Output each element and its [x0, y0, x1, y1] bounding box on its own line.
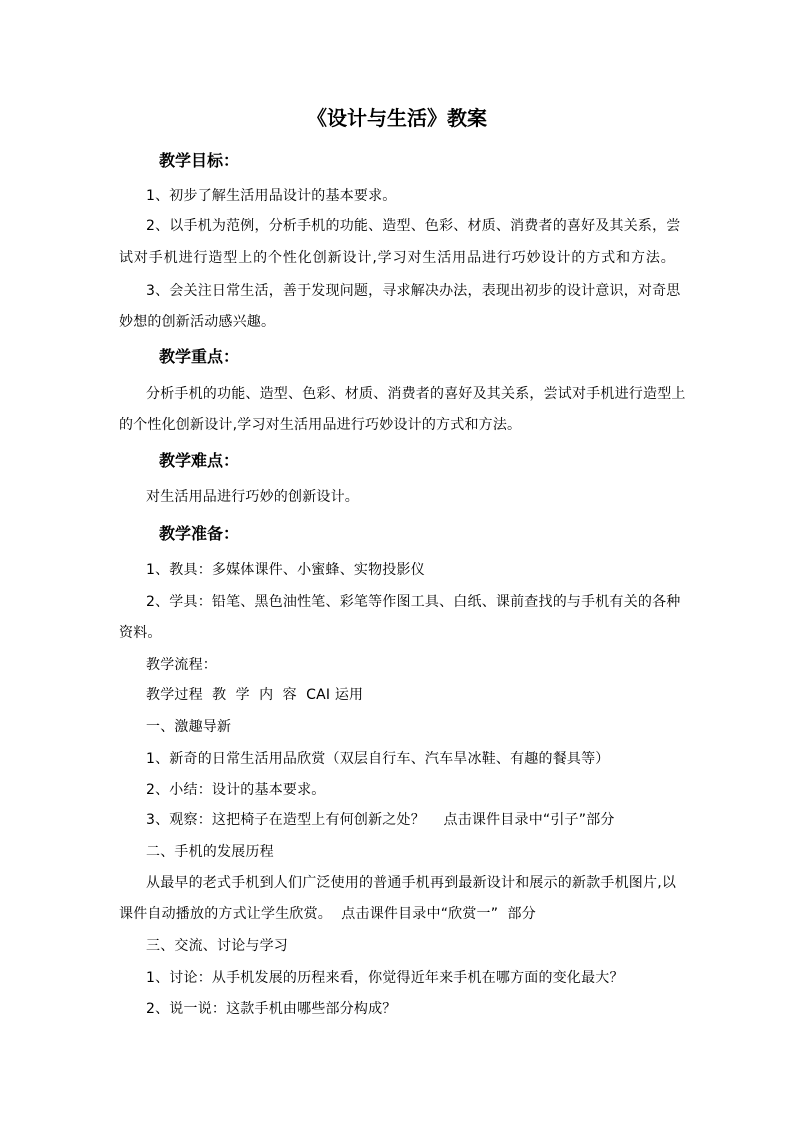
objective-item-2-line-1: 2、以手机为范例，分析手机的功能、造型、色彩、材质、消费者的喜好及其关系，尝	[146, 218, 681, 234]
objective-item-2-line-2: 试对手机进行造型上的个性化创新设计,学习对生活用品进行巧妙设计的方式和方法。	[119, 250, 675, 266]
section-2-title: 二、手机的发展历程	[146, 844, 274, 860]
difficulties-line-1: 对生活用品进行巧妙的创新设计。	[146, 489, 359, 505]
section-2-line-1: 从最早的老式手机到人们广泛使用的普通手机再到最新设计和展示的新款手机图片,以	[146, 875, 677, 891]
key-points-line-2: 的个性化创新设计,学习对生活用品进行巧妙设计的方式和方法。	[119, 417, 522, 433]
section-3-item-1: 1、讨论：从手机发展的历程来看，你觉得近年来手机在哪方面的变化最大？	[146, 970, 624, 986]
objectives-heading: 教学目标：	[159, 151, 240, 170]
objective-item-3-line-1: 3、会关注日常生活，善于发现问题，寻求解决办法，表现出初步的设计意识，对奇思	[146, 283, 681, 299]
section-2-line-2: 课件自动播放的方式让学生欣赏。 点击课件目录中“欣赏一” 部分	[119, 906, 536, 922]
section-3-item-2: 2、说一说：这款手机由哪些部分构成？	[146, 1001, 397, 1017]
key-points-line-1: 分析手机的功能、造型、色彩、材质、消费者的喜好及其关系，尝试对手机进行造型上	[146, 386, 686, 402]
page-title: 《设计与生活》教案	[307, 106, 487, 130]
preparation-item-1: 1、教具：多媒体课件、小蜜蜂、实物投影仪	[146, 562, 425, 578]
objective-item-3-line-2: 妙想的创新活动感兴趣。	[119, 314, 276, 330]
section-1-item-3: 3、观察：这把椅子在造型上有何创新之处？ 点击课件目录中“引子”部分	[146, 812, 615, 828]
objective-item-1: 1、初步了解生活用品设计的基本要求。	[146, 188, 397, 204]
difficulties-heading: 教学难点：	[159, 451, 240, 470]
process-columns: 教学过程 教 学 内 容 CAI 运用	[146, 687, 364, 703]
key-points-heading: 教学重点：	[159, 347, 240, 366]
preparation-item-2-line-2: 资料。	[119, 625, 162, 641]
preparation-heading: 教学准备：	[159, 524, 240, 543]
section-1-item-1: 1、新奇的日常生活用品欣赏（双层自行车、汽车旱冰鞋、有趣的餐具等）	[146, 751, 610, 767]
process-label: 教学流程：	[146, 657, 217, 673]
section-1-item-2: 2、小结：设计的基本要求。	[146, 782, 326, 798]
section-3-title: 三、交流、讨论与学习	[146, 938, 288, 954]
section-1-title: 一、激趣导新	[146, 719, 232, 735]
preparation-item-2-line-1: 2、学具：铅笔、黑色油性笔、彩笔等作图工具、白纸、课前查找的与手机有关的各种	[146, 594, 681, 610]
